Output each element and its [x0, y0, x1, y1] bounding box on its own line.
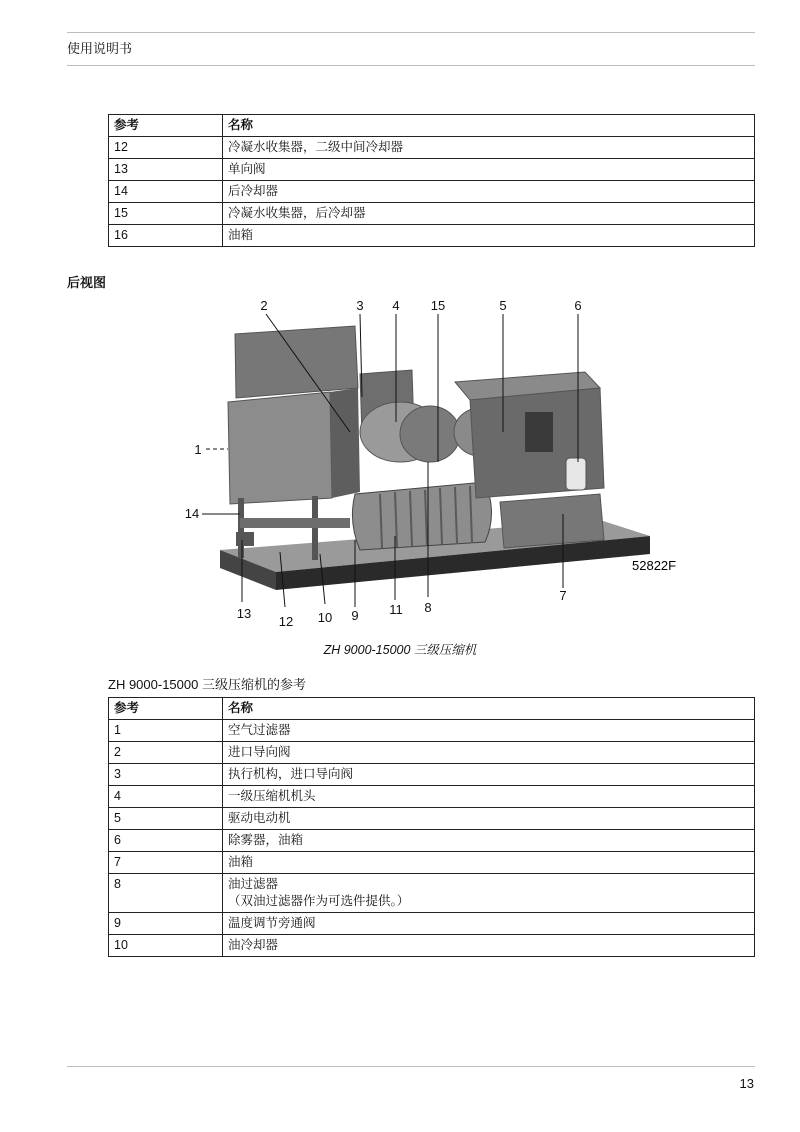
name-cell: 单向阀 [223, 159, 755, 181]
callout-8: 8 [424, 600, 432, 615]
ref-cell: 16 [109, 225, 223, 247]
name-cell: 后冷却器 [223, 181, 755, 203]
name-cell: 空气过滤器 [223, 720, 755, 742]
reference-table-bottom [108, 697, 755, 957]
callout-3: 3 [356, 298, 364, 313]
name-cell: 一级压缩机机头 [223, 786, 755, 808]
table-row [109, 159, 755, 181]
ref-cell: 1 [109, 720, 223, 742]
name-cell: 除雾器，油箱 [223, 830, 755, 852]
section-heading-rear-view: 后视图 [67, 275, 107, 290]
oil-tank [500, 494, 604, 548]
ref-cell: 13 [109, 159, 223, 181]
callout-6: 6 [574, 298, 582, 313]
name-cell: 执行机构，进口导向阀 [223, 764, 755, 786]
compressor-rear-view-figure [180, 292, 690, 632]
name-cell: 油箱 [223, 852, 755, 874]
table-caption: ZH 9000-15000 三级压缩机的参考 [108, 677, 306, 692]
table-row [109, 764, 755, 786]
ref-cell: 5 [109, 808, 223, 830]
table-row [109, 935, 755, 957]
name-line: 油过滤器 [228, 877, 279, 891]
name-cell: 油箱 [223, 225, 755, 247]
header-top-rule [67, 32, 755, 33]
table-row [109, 786, 755, 808]
air-filter-side [330, 388, 360, 498]
table-row [109, 830, 755, 852]
table-row [109, 225, 755, 247]
ref-cell: 15 [109, 203, 223, 225]
callout-9: 9 [351, 608, 359, 623]
name-cell: 温度调节旁通阀 [223, 913, 755, 935]
callout-4: 4 [392, 298, 400, 313]
motor-terminal-box [525, 412, 553, 452]
demister [566, 458, 586, 490]
ref-cell: 12 [109, 137, 223, 159]
check-valve [236, 532, 254, 546]
ref-cell: 3 [109, 764, 223, 786]
name-cell: 冷凝水收集器，二级中间冷却器 [223, 137, 755, 159]
callout-5: 5 [499, 298, 507, 313]
ref-cell: 10 [109, 935, 223, 957]
callout-12: 12 [278, 614, 294, 629]
table-row [109, 808, 755, 830]
name-cell: 进口导向阀 [223, 742, 755, 764]
ref-cell: 14 [109, 181, 223, 203]
callout-7: 7 [559, 588, 567, 603]
column-header-ref: 参考 [109, 115, 223, 137]
column-header-name: 名称 [223, 698, 755, 720]
name-cell: 油冷却器 [223, 935, 755, 957]
callout-13: 13 [236, 606, 252, 621]
name-cell [223, 874, 755, 913]
figure-caption: ZH 9000-15000 三级压缩机 [323, 643, 477, 657]
column-header-name: 名称 [223, 115, 755, 137]
table-header-row [109, 698, 755, 720]
name-note: （双油过滤器作为可选件提供。） [228, 894, 410, 908]
aftercooler-pipe [240, 518, 350, 528]
table-row [109, 181, 755, 203]
callout-11: 11 [389, 602, 403, 617]
air-filter-top [235, 326, 358, 398]
table-header-row [109, 115, 755, 137]
table-row [109, 852, 755, 874]
table-row [109, 203, 755, 225]
table-row [109, 913, 755, 935]
ref-cell: 8 [109, 874, 223, 913]
header-title: 使用说明书 [67, 41, 133, 56]
callout-10: 10 [317, 610, 333, 625]
table-row [109, 137, 755, 159]
ref-cell: 2 [109, 742, 223, 764]
ref-cell: 6 [109, 830, 223, 852]
callout-14: 14 [184, 506, 200, 521]
name-cell: 冷凝水收集器，后冷却器 [223, 203, 755, 225]
image-code: 52822F [632, 558, 677, 573]
name-cell: 驱动电动机 [223, 808, 755, 830]
ref-cell: 4 [109, 786, 223, 808]
callout-15: 15 [430, 298, 446, 313]
table-row [109, 720, 755, 742]
callout-2: 2 [260, 298, 268, 313]
header-bottom-rule [67, 65, 755, 66]
ref-cell: 7 [109, 852, 223, 874]
table-row [109, 742, 755, 764]
reference-table-top [108, 114, 755, 247]
compressor-element [400, 406, 460, 462]
air-filter-housing [228, 392, 332, 504]
page-number: 13 [739, 1076, 754, 1091]
footer-rule [67, 1066, 755, 1067]
callout-1: 1 [194, 442, 202, 457]
ref-cell: 9 [109, 913, 223, 935]
table-row [109, 874, 755, 913]
column-header-ref: 参考 [109, 698, 223, 720]
